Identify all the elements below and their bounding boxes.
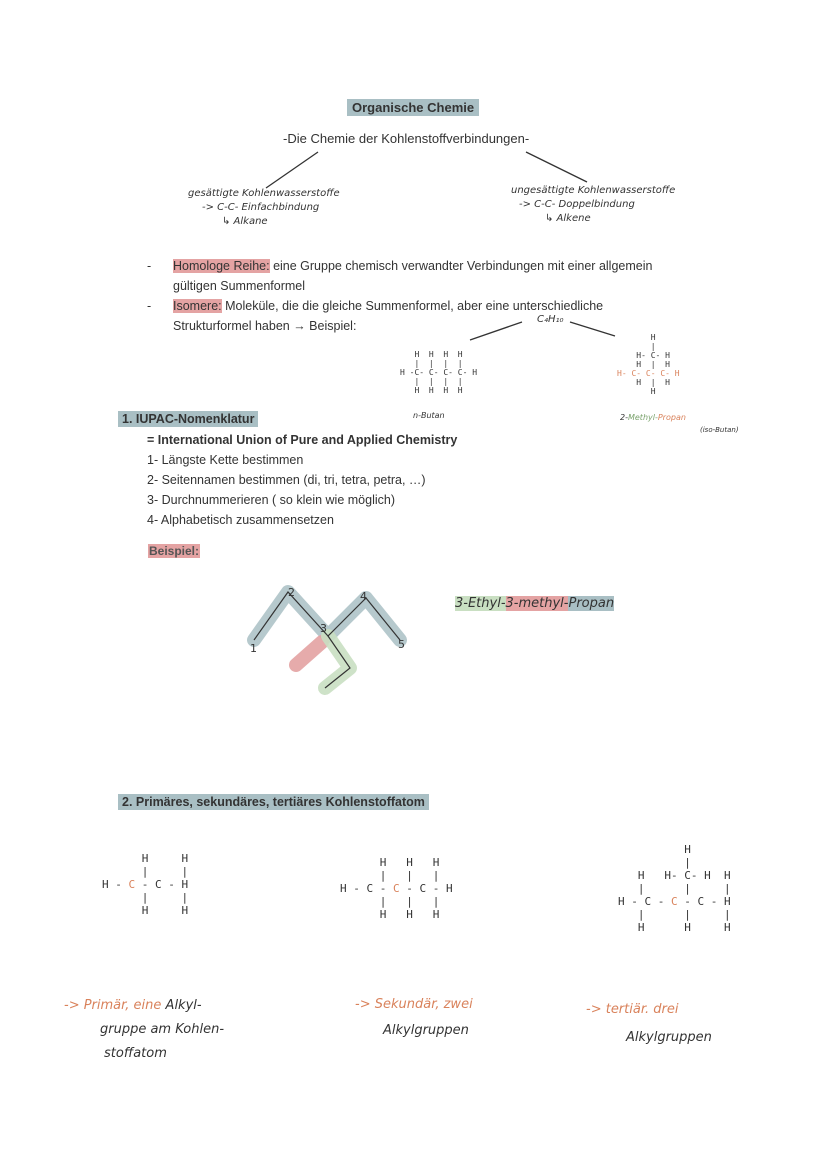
primary-count: , eine [125, 998, 162, 1013]
definition-isomere-cont: Strukturformel haben → Beispiel: [173, 319, 357, 333]
primary-carbon-structure: H H | | H - C - C - H | | H H [102, 852, 189, 917]
iso-propan: Propan [657, 413, 686, 422]
secondary-term: -> Sekundär [355, 997, 436, 1012]
primary-text: Alkyl- [161, 998, 202, 1013]
tertiary-count: . drei [644, 1002, 679, 1017]
section-iupac-title: 1. IUPAC-Nomenklatur [118, 411, 258, 427]
n-butan-label: n-Butan [413, 411, 445, 420]
iso-methyl: Methyl- [627, 413, 658, 422]
single-bond-note: -> C-C- Einfachbindung [202, 202, 320, 213]
iso-butan-note: (iso-Butan) [700, 426, 739, 434]
bullet-homologe-reihe [147, 256, 653, 296]
iupac-steps [147, 450, 426, 530]
name-propan: Propan [568, 596, 615, 611]
saturated-hydrocarbons [188, 187, 340, 229]
iso-butan-label [620, 411, 686, 425]
primary-label [64, 994, 224, 1066]
iso-butan-structure: H | H- C- H H | H H- C- C- C- H H | H H [617, 333, 680, 396]
name-methyl: 3-methyl- [505, 596, 569, 611]
definition-homologe-reihe: eine Gruppe chemisch verwandter Verbindungen mit einer allgemein [269, 259, 653, 273]
iupac-expansion: = International Union of Pure and Applied Chemistry [147, 433, 458, 447]
secondary-line2: Alkylgruppen [383, 1023, 469, 1038]
skeleton-number: 1 [250, 642, 257, 655]
example-compound-name [455, 596, 614, 611]
unsaturated-title: ungesättigte Kohlenwasserstoffe [511, 185, 676, 196]
term-homologe-reihe: Homologe Reihe: [173, 259, 270, 273]
skeleton-number: 3 [320, 622, 327, 635]
skeleton-formula [230, 570, 430, 710]
example-label: Beispiel: [149, 544, 200, 558]
saturated-title: gesättigte Kohlenwasserstoffe [188, 188, 340, 199]
alkane-note: ↳ Alkane [222, 216, 268, 227]
skeleton-number: 4 [360, 590, 367, 603]
bullet-dash: - [147, 259, 152, 273]
page-title: Organische Chemie [347, 99, 479, 116]
primary-term: -> Primär [64, 998, 126, 1013]
tertiary-term: -> tertiär [586, 1002, 645, 1017]
section-carbon-types-title: 2. Primäres, sekundäres, tertiäres Kohlenstoffatom [118, 794, 429, 810]
term-isomere: Isomere: [173, 299, 222, 313]
primary-line3: stoffatom [104, 1046, 167, 1061]
iso-prefix: 2- [620, 413, 628, 422]
sum-formula: C₄H₁₀ [537, 314, 564, 325]
definition-isomere: Moleküle, die die gleiche Summenformel, aber eine unterschiedliche [221, 299, 604, 313]
definition-homologe-reihe-cont: gültigen Summenformel [173, 279, 306, 293]
tertiary-carbon-structure: H | H H- C- H H | | | H - C - C - C - H | | | H H H [618, 843, 731, 934]
secondary-count: , zwei [435, 997, 473, 1012]
skeleton-number: 5 [398, 638, 405, 651]
iupac-step: 2- Seitennamen bestimmen (di, tri, tetra, petra, …) [147, 473, 426, 487]
iupac-step: 3- Durchnummerieren ( so klein wie möglich) [147, 493, 395, 507]
unsaturated-hydrocarbons [511, 184, 675, 226]
page-subtitle: -Die Chemie der Kohlenstoffverbindungen- [283, 131, 530, 146]
n-butan-structure: H H H H | | | | H -C- C- C- C- H | | | | H H H H [400, 350, 478, 395]
tertiary-line2: Alkylgruppen [626, 1030, 712, 1045]
alkene-note: ↳ Alkene [545, 213, 591, 224]
branch-lines [0, 0, 828, 260]
skeleton-number: 2 [288, 586, 295, 599]
bullet-dash: - [147, 299, 152, 313]
secondary-carbon-structure: H H H | | | H - C - C - C - H | | | H H H [340, 856, 453, 921]
name-ethyl: 3-Ethyl- [455, 596, 506, 611]
iupac-step: 1- Längste Kette bestimmen [147, 453, 304, 467]
primary-line2: gruppe am Kohlen- [100, 1022, 225, 1037]
secondary-label [355, 992, 473, 1044]
double-bond-note: -> C-C- Doppelbindung [519, 199, 635, 210]
iupac-step: 4- Alphabetisch zusammensetzen [147, 513, 334, 527]
tertiary-label [586, 996, 712, 1052]
